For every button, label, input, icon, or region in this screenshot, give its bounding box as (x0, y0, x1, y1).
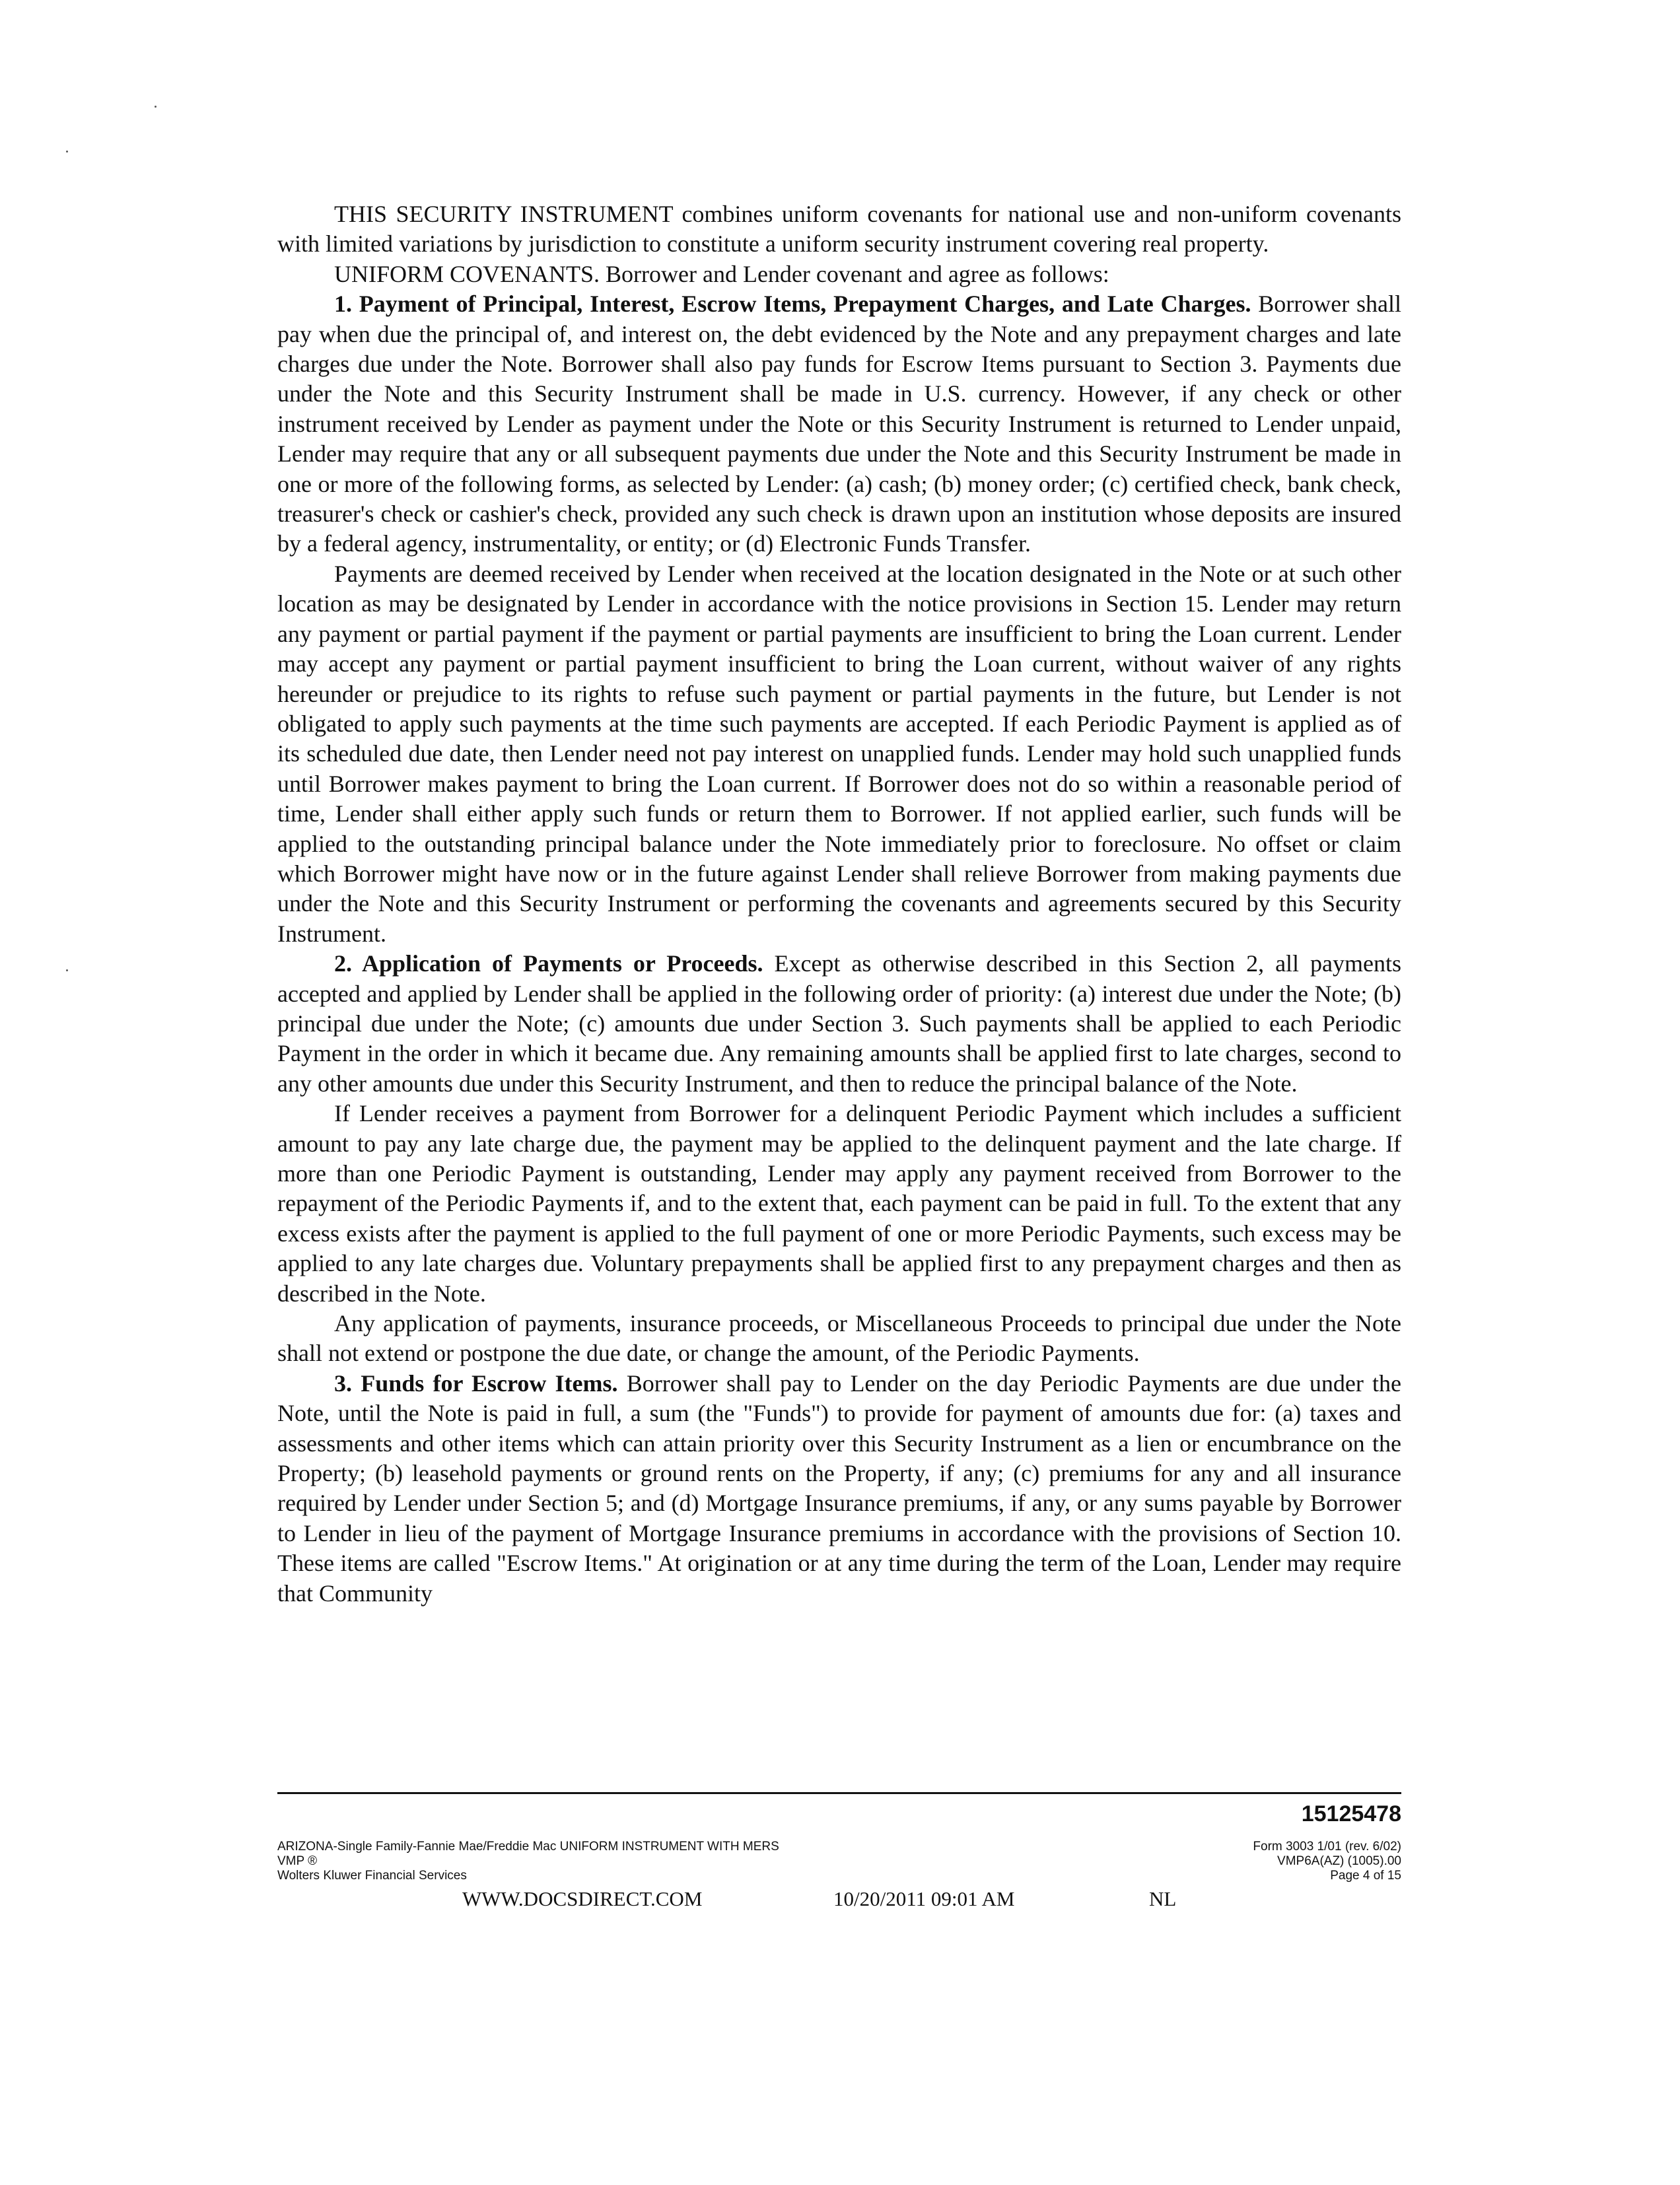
footer-form-info (277, 1840, 779, 1883)
section-heading: 3. Funds for Escrow Items. (334, 1370, 618, 1397)
initials: NL (1149, 1887, 1177, 1910)
document-number: 15125478 (1301, 1801, 1401, 1826)
form-code: VMP6A(AZ) (1005).00 (1277, 1854, 1401, 1868)
publisher: Wolters Kluwer Financial Services (277, 1869, 467, 1883)
paragraph-uniform-covenants: UNIFORM COVENANTS. Borrower and Lender covenant and agree as follows: (334, 260, 1109, 287)
paragraph-application: Any application of payments, insurance proceeds, or Miscellaneous Proceeds to principal due under the Note shall not extend or postpone the due date, or change the amount, of the Periodic Payments. (277, 1310, 1401, 1367)
footer-form-number (1253, 1840, 1401, 1883)
paragraph-delinquent: If Lender receives a payment from Borrower for a delinquent Periodic Payment which includes a sufficient amount to pay any late charge due, the payment may be applied to the delinquent payment and the late charge. If more than one Periodic Payment is outstanding, Lender may apply any payment received from Borrower to the repayment of the Periodic Payments if, and to the extent that, each payment can be paid in full. To the extent that any excess exists after the payment is applied to the full payment of one or more Periodic Payments, such excess may be applied to any late charges due. Voluntary prepayments shall be applied first to any prepayment charges and then as described in the Note. (277, 1100, 1401, 1307)
scan-speck (66, 969, 68, 971)
print-timestamp: 10/20/2011 09:01 AM (833, 1887, 1015, 1910)
form-title: ARIZONA-Single Family-Fannie Mae/Freddie Mac UNIFORM INSTRUMENT WITH MERS (277, 1840, 779, 1854)
scan-speck (66, 151, 68, 153)
section-3-escrow: 3. Funds for Escrow Items. Borrower shall pay to Lender on the day Periodic Payments are due under the Note, until the Note is paid in full, a sum (the "Funds") to provide for payment of amounts due for: (a) taxes and assessments and other items which can attain priority over this Security Instrument as a lien or encumbrance on the Property; (b) leasehold payments or ground rents on the Property, if any; (c) premiums for any and all insurance required by Lender under Section 5; and (d) Mortgage Insurance premiums, if any, or any sums payable by Borrower to Lender in lieu of the payment of Mortgage Insurance premiums in accordance with the provisions of Section 10. These items are called "Escrow Items." At origination or at any time during the term of the Loan, Lender may require that Community (277, 1370, 1401, 1607)
document-body (277, 199, 1401, 1609)
form-number: Form 3003 1/01 (rev. 6/02) (1253, 1840, 1401, 1854)
footer-divider (277, 1792, 1401, 1794)
page-number: Page 4 of 15 (1330, 1869, 1401, 1883)
section-heading: 1. Payment of Principal, Interest, Escrow Items, Prepayment Charges, and Late Charges. (334, 291, 1251, 318)
vmp-mark: VMP ® (277, 1854, 318, 1868)
paragraph-payments-received: Payments are deemed received by Lender when received at the location designated in the Note or at such other location as may be designated by Lender in accordance with the notice provisions in Section 15. Lender may return any payment or partial payment if the payment or partial payments are insufficient to bring the Loan current. Lender may accept any payment or partial payment insufficient to bring the Loan current, without waiver of any rights hereunder or prejudice to its rights to refuse such payment or partial payments in the future, but Lender is not obligated to apply such payments at the time such payments are accepted. If each Periodic Payment is applied as of its scheduled due date, then Lender need not pay interest on unapplied funds. Lender may hold such unapplied funds until Borrower makes payment to bring the Loan current. If Borrower does not do so within a reasonable period of time, Lender shall either apply such funds or return them to Borrower. If not applied earlier, such funds will be applied to the outstanding principal balance under the Note immediately prior to foreclosure. No offset or claim which Borrower might have now or in the future against Lender shall relieve Borrower from making payments due under the Note and this Security Instrument or performing the covenants and agreements secured by this Security Instrument. (277, 560, 1401, 947)
paragraph-intro: THIS SECURITY INSTRUMENT combines uniform covenants for national use and non-uniform covenants with limited variations by jurisdiction to constitute a uniform security instrument covering real property. (277, 201, 1401, 258)
section-2-application: 2. Application of Payments or Proceeds. Except as otherwise described in this Section 2, all payments accepted and applied by Lender shall be applied in the following order of priority: (a) interest due under the Note; (b) principal due under the Note; (c) amounts due under Section 3. Such payments shall be applied to each Periodic Payment in the order in which it became due. Any remaining amounts shall be applied first to late charges, second to any other amounts due under this Security Instrument, and then to reduce the principal balance of the Note. (277, 950, 1402, 1097)
section-heading: 2. Application of Payments or Proceeds. (334, 950, 763, 977)
section-1-payment: 1. Payment of Principal, Interest, Escrow Items, Prepayment Charges, and Late Charges. Borrower shall pay when due the principal of, and interest on, the debt evidenced by the Note and any prepayment charges and late charges due under the Note. Borrower shall also pay funds for Escrow Items pursuant to Section 3. Payments due under the Note and this Security Instrument shall be made in U.S. currency. However, if any check or other instrument received by Lender as payment under the Note or this Security Instrument is returned to Lender unpaid, Lender may require that any or all subsequent payments due under the Note and this Security Instrument be made in one or more of the following forms, as selected by Lender: (a) cash; (b) money order; (c) certified check, bank check, treasurer's check or cashier's check, provided any such check is drawn upon an institution whose deposits are insured by a federal agency, instrumentality, or entity; or (d) Electronic Funds Transfer. (277, 291, 1401, 557)
scan-speck (155, 106, 157, 108)
website-url: WWW.DOCSDIRECT.COM (462, 1887, 703, 1910)
